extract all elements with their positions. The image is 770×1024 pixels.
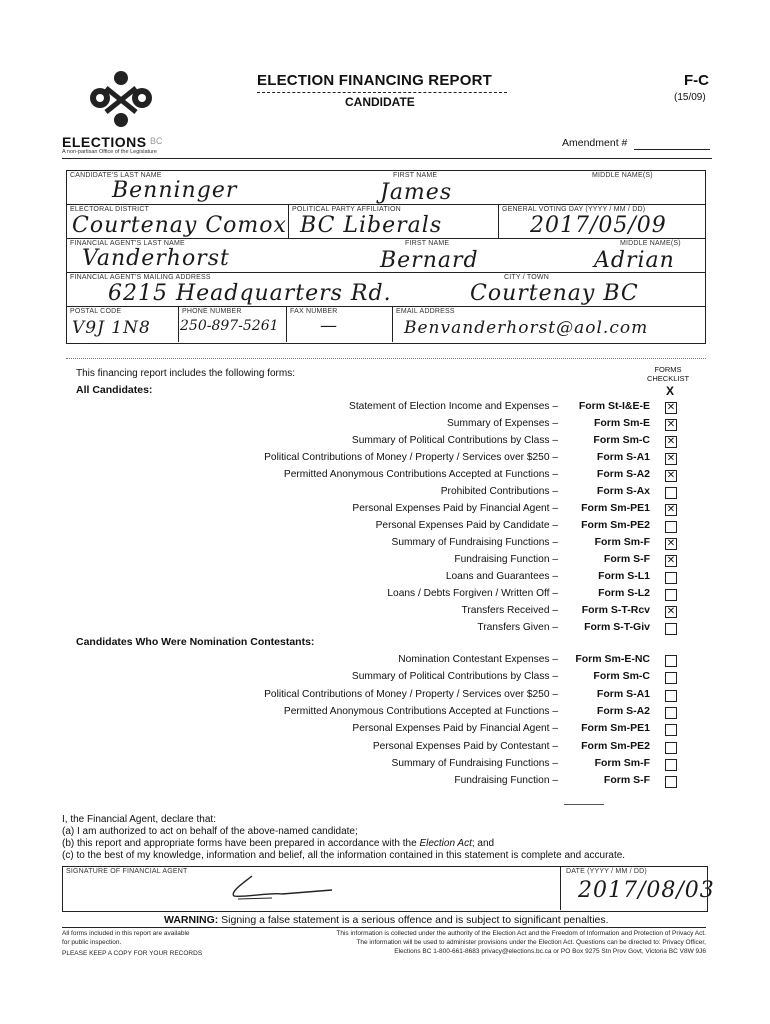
agent-middle-name-field[interactable]: Adrian (594, 248, 675, 273)
district-label: ELECTORAL DISTRICT (70, 206, 150, 213)
postal-code-field[interactable]: V9J 1N8 (72, 318, 151, 338)
form-checkbox[interactable]: ✕ (666, 538, 676, 549)
form-description: Fundraising Function – (454, 775, 558, 787)
declaration-b-act: Election Act (419, 838, 472, 849)
city-label: CITY / TOWN (504, 274, 549, 281)
postal-code-label: POSTAL CODE (70, 308, 122, 315)
form-description: Political Contributions of Money / Property / Services over $250 – (264, 452, 558, 463)
form-description: Summary of Political Contributions by Class – (351, 435, 558, 446)
candidate-first-name-field[interactable]: James (380, 180, 453, 205)
form-description: Permitted Anonymous Contributions Accepted at Functions – (283, 705, 558, 717)
forms-intro: This financing report includes the following forms: (76, 368, 295, 379)
form-code-label: Form S-F (603, 553, 650, 565)
checklist-row (200, 619, 558, 636)
form-checkbox[interactable]: ✕ (666, 453, 676, 464)
form-description: Summary of Fundraising Functions – (391, 757, 558, 769)
form-code-label: Form Sm-F (594, 756, 650, 769)
form-code-label: Form Sm-C (593, 670, 650, 683)
candidate-middle-name-label: MIDDLE NAME(S) (592, 172, 653, 179)
phone-field[interactable]: 250-897-5261 (180, 318, 279, 334)
form-code-label: Form S-T-Giv (584, 621, 650, 633)
voting-day-field[interactable]: 2017/05/09 (530, 213, 667, 238)
agent-last-name-label: FINANCIAL AGENT'S LAST NAME (70, 240, 185, 247)
elections-bc-logo (86, 68, 156, 132)
logo-emblem-icon (86, 68, 156, 132)
form-description: Transfers Received – (461, 605, 558, 616)
voting-day-label: GENERAL VOTING DAY (YYYY / MM / DD) (502, 206, 646, 213)
form-code-label: Form S-T-Rcv (581, 604, 650, 616)
form-code-label: Form Sm-F (594, 536, 650, 548)
agency-badge: BC (150, 136, 163, 146)
form-checkbox[interactable] (665, 742, 677, 754)
agent-last-name-field[interactable]: Vanderhorst (82, 246, 230, 271)
all-candidates-heading: All Candidates: (76, 384, 153, 396)
fax-label: FAX NUMBER (290, 308, 338, 315)
form-description: Transfers Given – (477, 622, 558, 633)
declaration-b-end: ; and (471, 838, 495, 849)
form-description: Permitted Anonymous Contributions Accepted at Functions – (283, 469, 558, 480)
form-code-label: Form S-A1 (596, 687, 650, 700)
form-description: Personal Expenses Paid by Financial Agent – (352, 723, 558, 735)
form-code-label: Form Sm-PE2 (581, 739, 650, 752)
form-checkbox[interactable] (665, 672, 677, 684)
agent-address-label: FINANCIAL AGENT'S MAILING ADDRESS (70, 274, 211, 281)
form-checkbox[interactable] (665, 776, 677, 788)
footer-left-2: for public inspection. (62, 939, 122, 946)
signature-scribble-icon (212, 872, 352, 906)
form-code-label: Form S-A2 (596, 704, 650, 717)
checklist-row (200, 449, 558, 466)
email-label: EMAIL ADDRESS (396, 308, 455, 315)
form-description: Political Contributions of Money / Property / Services over $250 – (264, 688, 558, 700)
declaration-b (62, 838, 494, 850)
agent-middle-name-label: MIDDLE NAME(S) (620, 240, 681, 247)
form-description: Loans and Guarantees – (445, 571, 558, 582)
checklist-row (200, 651, 558, 668)
checklist-row (200, 568, 558, 585)
checklist-row (200, 703, 558, 720)
candidate-last-name-label: CANDIDATE'S LAST NAME (70, 172, 162, 179)
form-code-label: Form S-A1 (596, 451, 650, 463)
form-code-label: Form S-F (603, 774, 650, 787)
form-description: Statement of Election Income and Expenses – (349, 401, 558, 412)
date-field[interactable]: 2017/08/03 (578, 878, 715, 903)
form-checkbox[interactable] (665, 707, 677, 719)
footer-left-3: PLEASE KEEP A COPY FOR YOUR RECORDS (62, 950, 203, 957)
form-checkbox[interactable] (665, 655, 677, 667)
checklist-row (200, 772, 558, 789)
checklist-header: FORMS CHECKLIST (646, 365, 690, 383)
signature-field[interactable] (212, 872, 352, 906)
declaration-a: (a) I am authorized to act on behalf of the above-named candidate; (62, 826, 358, 837)
form-code-label: Form S-L1 (598, 570, 650, 582)
agency-tagline: A non-partisan Office of the Legislature (62, 149, 157, 155)
form-code-label: Form Sm-PE2 (581, 519, 650, 531)
district-field[interactable]: Courtenay Comox (72, 213, 287, 238)
warning-text: Signing a false statement is a serious offence and is subject to significant penalties. (221, 914, 609, 926)
form-code-label: Form Sm-E-NC (575, 653, 650, 665)
form-checkbox[interactable] (665, 690, 677, 702)
form-checkbox[interactable] (665, 487, 677, 499)
form-checkbox[interactable]: ✕ (666, 555, 676, 566)
form-checkbox[interactable] (665, 521, 677, 533)
form-checkbox[interactable] (665, 623, 677, 635)
checklist-row (200, 415, 558, 432)
checklist-row (200, 738, 558, 755)
email-field[interactable]: Benvanderhorst@aol.com (404, 318, 649, 338)
form-code-label: Form S-A2 (596, 468, 650, 480)
form-description: Personal Expenses Paid by Candidate – (375, 520, 558, 531)
checklist-row (200, 500, 558, 517)
checklist-row (200, 686, 558, 703)
declaration-intro: I, the Financial Agent, declare that: (62, 814, 216, 825)
declaration-c: (c) to the best of my knowledge, information and belief, all the information contained in this statement is complete and accurate. (62, 850, 626, 861)
city-field[interactable]: Courtenay BC (470, 281, 639, 306)
form-checkbox[interactable] (665, 724, 677, 736)
form-description: Loans / Debts Forgiven / Written Off – (387, 588, 558, 599)
checklist-row (200, 602, 558, 619)
form-checkbox[interactable]: ✕ (666, 402, 676, 413)
checklist-row (200, 483, 558, 500)
checklist-row (200, 720, 558, 737)
form-description: Personal Expenses Paid by Contestant – (372, 740, 558, 752)
form-description: Summary of Political Contributions by Class – (351, 671, 558, 683)
form-version: (15/09) (674, 92, 706, 103)
footer-right-1: This information is collected under the authority of the Election Act and the Freedom of Information and Protection of Privacy Act. (336, 930, 706, 937)
candidate-first-name-label: FIRST NAME (393, 172, 438, 179)
checklist-row (200, 398, 558, 415)
form-code-label: Form S-L2 (598, 587, 650, 599)
fax-field[interactable]: — (320, 316, 338, 336)
form-checkbox[interactable] (665, 589, 677, 601)
form-checkbox[interactable]: ✕ (666, 504, 676, 515)
checklist-mark: X (666, 384, 675, 398)
checklist-row (200, 551, 558, 568)
form-description: Summary of Fundraising Functions – (391, 537, 558, 548)
agent-first-name-label: FIRST NAME (405, 240, 450, 247)
form-code-label: Form Sm-PE1 (581, 722, 650, 735)
checklist-row (200, 534, 558, 551)
signature-label: SIGNATURE OF FINANCIAL AGENT (66, 868, 188, 875)
footer-right-3: Elections BC 1-800-661-8683 privacy@elections.bc.ca or PO Box 9275 Stn Prov Govt, Victoria BC V8W 9J6 (394, 948, 706, 955)
candidate-last-name-field[interactable]: Benninger (112, 178, 238, 203)
checklist-row (200, 517, 558, 534)
form-checkbox[interactable]: ✕ (666, 419, 676, 430)
form-code-label: Form S-Ax (596, 485, 650, 497)
form-code-label: Form Sm-C (593, 434, 650, 446)
form-description: Prohibited Contributions – (440, 486, 558, 497)
declaration-b-text: (b) this report and appropriate forms have been prepared in accordance with the (62, 838, 420, 849)
form-checkbox[interactable]: ✕ (666, 606, 676, 617)
form-code: F-C (684, 72, 709, 89)
checklist-row (200, 755, 558, 772)
form-checkbox[interactable]: ✕ (666, 436, 676, 447)
agency-name: ELECTIONS (62, 134, 147, 150)
agent-first-name-field[interactable]: Bernard (380, 248, 479, 273)
form-description: Summary of Expenses – (447, 418, 558, 429)
party-field[interactable]: BC Liberals (300, 213, 443, 238)
form-description: Fundraising Function – (454, 554, 558, 565)
date-label: DATE (YYYY / MM / DD) (566, 868, 647, 875)
warning-label: WARNING: (164, 914, 219, 926)
form-checkbox[interactable] (665, 572, 677, 584)
footer-right-2: The information will be used to administer provisions under the Election Act. Questions can be directed to: Privacy Officer, (356, 939, 706, 946)
party-label: POLITICAL PARTY AFFILIATION (292, 206, 401, 213)
form-checkbox[interactable]: ✕ (666, 470, 676, 481)
page-title: ELECTION FINANCING REPORT (257, 72, 493, 89)
phone-label: PHONE NUMBER (182, 308, 242, 315)
checklist-row (200, 466, 558, 483)
checklist-row (200, 668, 558, 685)
form-code-label: Form Sm-PE1 (581, 502, 650, 514)
form-description: Personal Expenses Paid by Financial Agent – (352, 503, 558, 514)
page-subtitle: CANDIDATE (345, 95, 415, 109)
footer-left-1: All forms included in this report are available (62, 930, 190, 937)
form-code-label: Form St-I&E-E (578, 400, 650, 412)
nomination-heading: Candidates Who Were Nomination Contestants: (76, 636, 315, 648)
warning (164, 914, 609, 926)
agent-address-field[interactable]: 6215 Headquarters Rd. (108, 281, 392, 306)
form-checkbox[interactable] (665, 759, 677, 771)
form-description: Nomination Contestant Expenses – (398, 654, 558, 665)
amendment-field[interactable] (634, 149, 710, 150)
form-code-label: Form Sm-E (593, 417, 650, 429)
checklist-row (200, 585, 558, 602)
checklist-row (200, 432, 558, 449)
amendment-label: Amendment # (562, 137, 628, 149)
